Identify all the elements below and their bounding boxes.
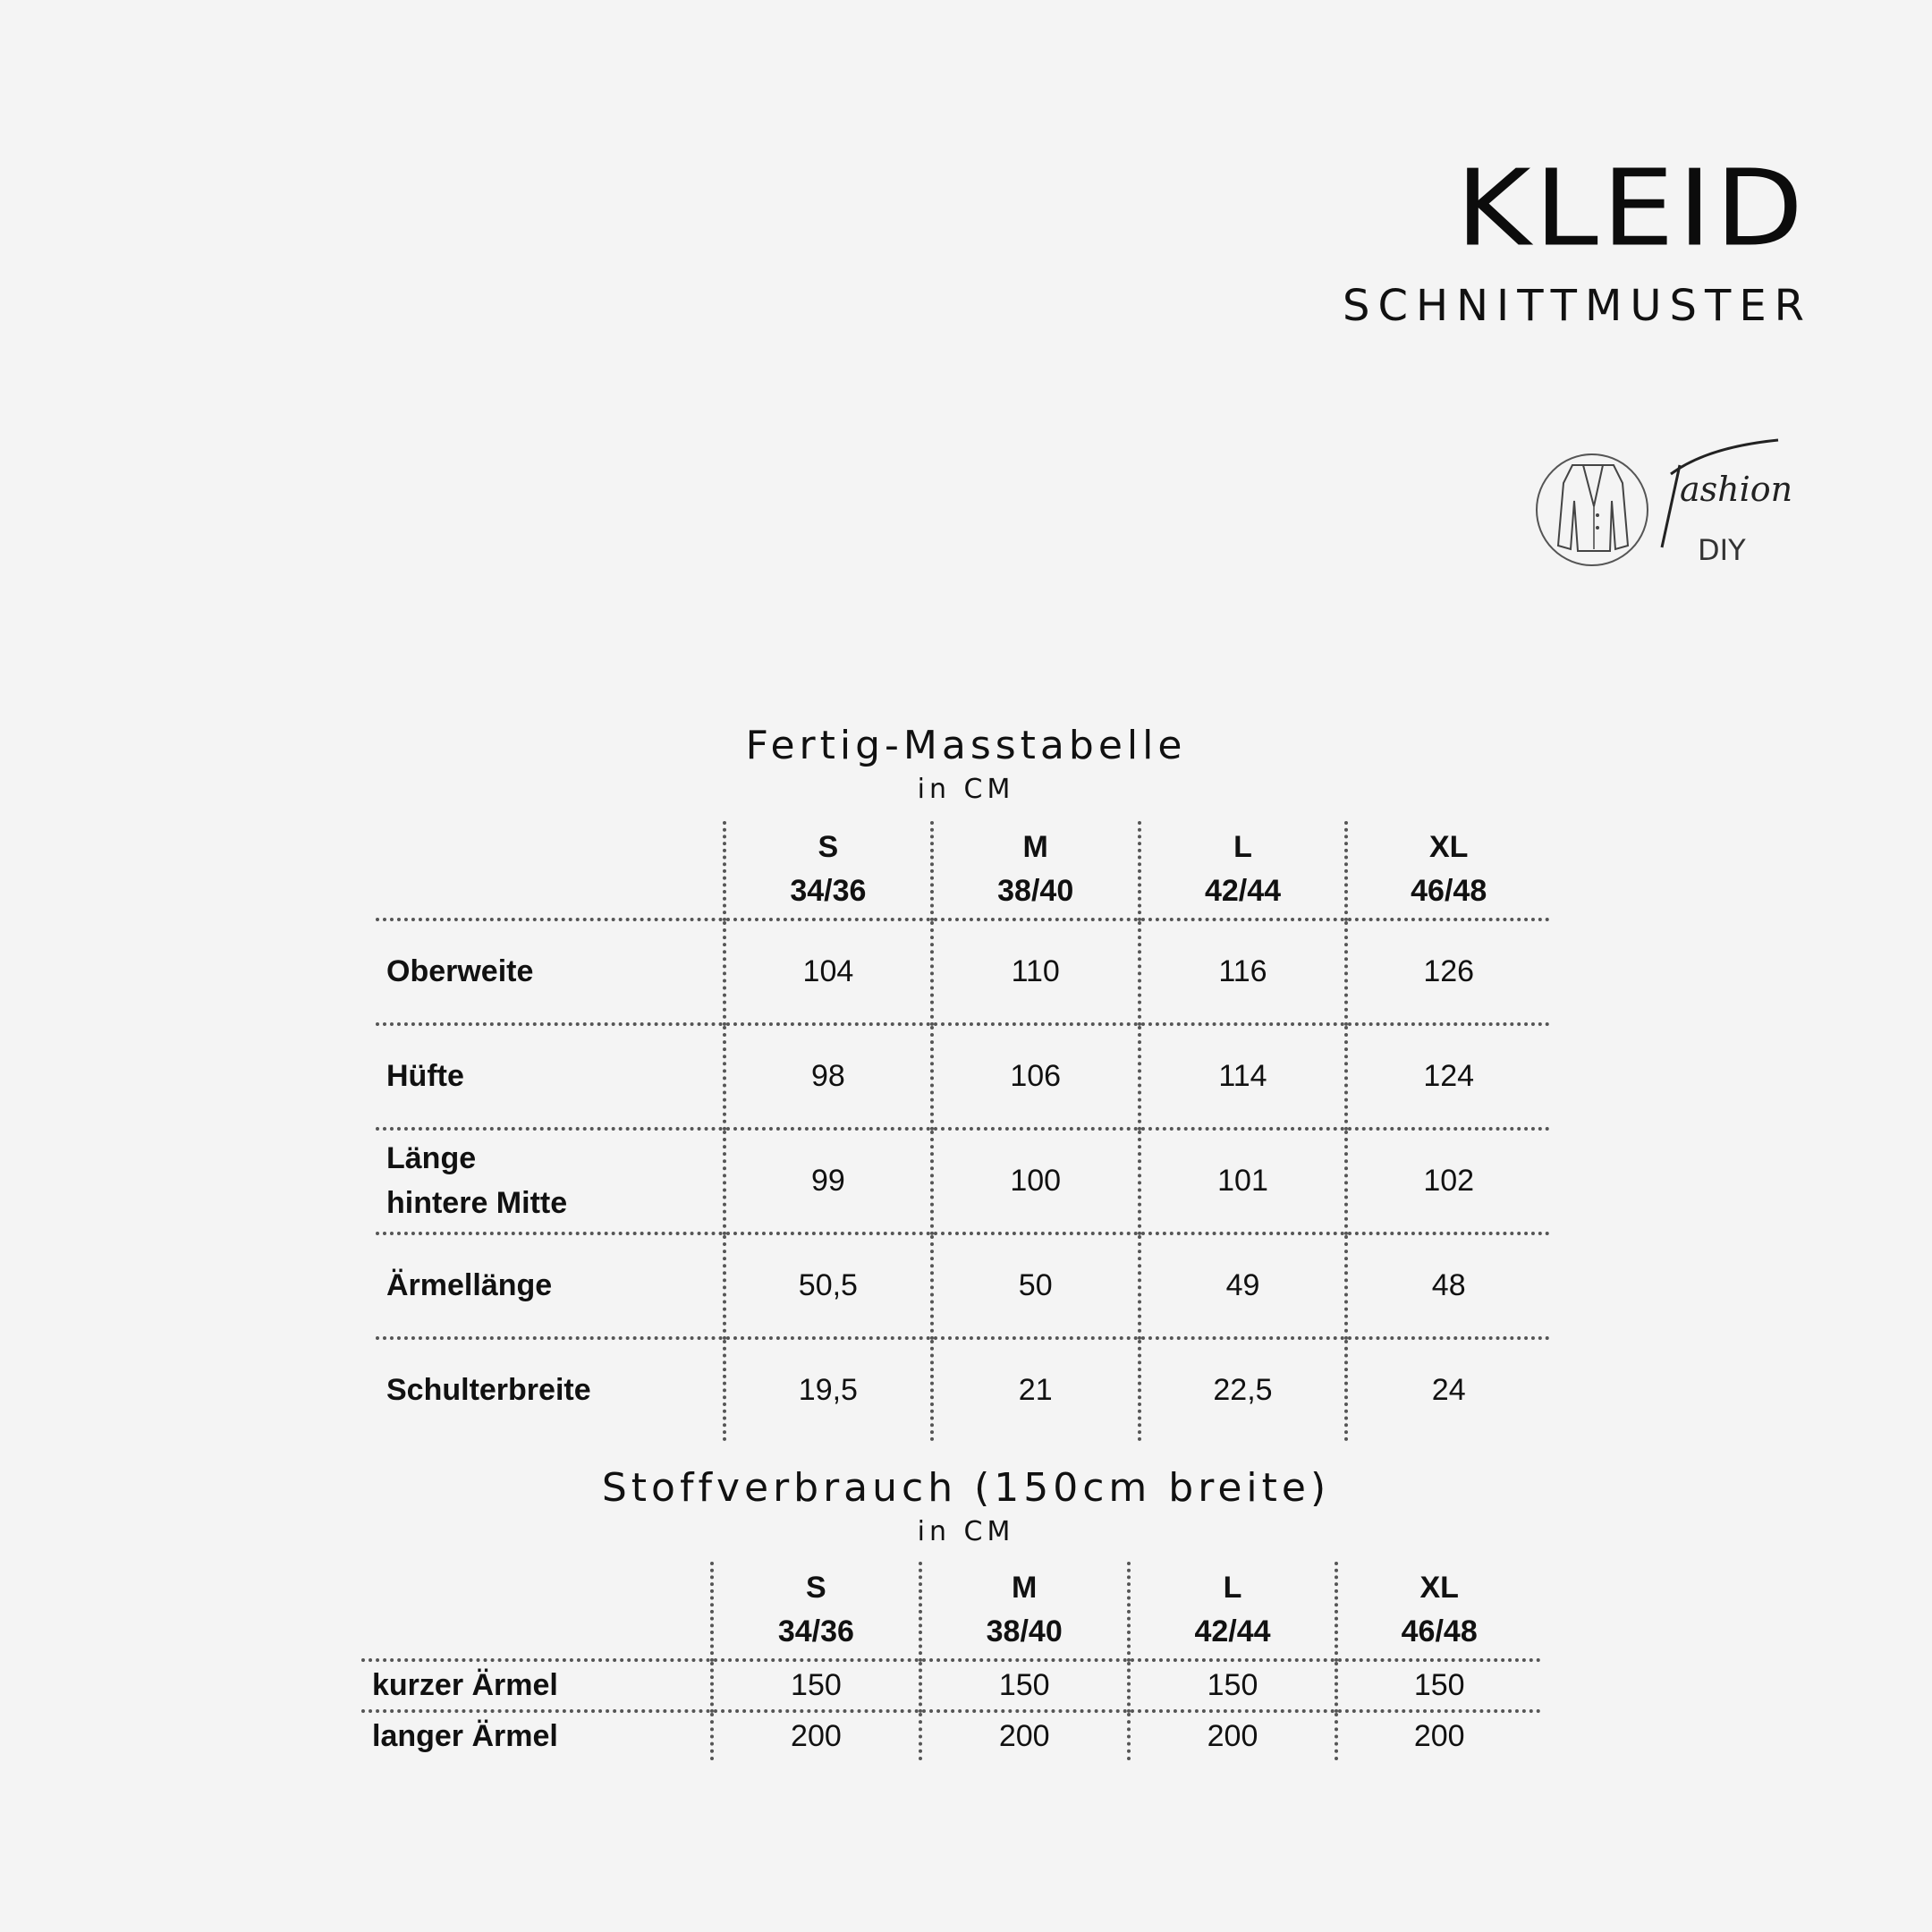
table-row (376, 1233, 1549, 1338)
table-header-row (376, 821, 1549, 919)
cell: 200 (1336, 1711, 1540, 1760)
svg-text:ashion: ashion (1680, 470, 1793, 509)
cell: 50,5 (724, 1233, 932, 1338)
col-header: S 34/36 (724, 821, 932, 919)
col-header: M 38/40 (932, 821, 1140, 919)
col-header: L 42/44 (1129, 1562, 1337, 1660)
cell: 22,5 (1140, 1338, 1347, 1441)
cell: 126 (1346, 919, 1549, 1024)
cell: 98 (724, 1024, 932, 1129)
fashion-diy-logo (1528, 429, 1814, 581)
cell: 104 (724, 919, 932, 1024)
col-header: L 42/44 (1140, 821, 1347, 919)
cell: 200 (920, 1711, 1129, 1760)
col-header: S 34/36 (712, 1562, 920, 1660)
cell: 24 (1346, 1338, 1549, 1441)
row-label: langer Ärmel (361, 1711, 712, 1760)
jacket-icon (1528, 429, 1814, 581)
row-label: Hüfte (376, 1024, 724, 1129)
header-empty (361, 1562, 712, 1660)
table-row (376, 1024, 1549, 1129)
cell: 99 (724, 1129, 932, 1233)
cell: 48 (1346, 1233, 1549, 1338)
cell: 21 (932, 1338, 1140, 1441)
page-title: KLEID (1455, 148, 1807, 271)
cell: 101 (1140, 1129, 1347, 1233)
cell: 150 (1336, 1660, 1540, 1711)
table-row (376, 1338, 1549, 1441)
row-label: Oberweite (376, 919, 724, 1024)
table1-title: Fertig-Masstabelle (745, 723, 1187, 768)
cell: 200 (712, 1711, 920, 1760)
col-header: XL 46/48 (1346, 821, 1549, 919)
table2-unit: in CM (917, 1516, 1015, 1547)
measurement-table (376, 821, 1549, 1441)
cell: 102 (1346, 1129, 1549, 1233)
cell: 150 (920, 1660, 1129, 1711)
cell: 200 (1129, 1711, 1337, 1760)
table-row (376, 1129, 1549, 1233)
table1-heading (0, 723, 1932, 805)
cell: 150 (712, 1660, 920, 1711)
fabric-usage-table (361, 1562, 1540, 1760)
row-label: Länge hintere Mitte (376, 1129, 724, 1233)
cell: 110 (932, 919, 1140, 1024)
cell: 106 (932, 1024, 1140, 1129)
cell: 114 (1140, 1024, 1347, 1129)
cell: 150 (1129, 1660, 1337, 1711)
table1-unit: in CM (917, 774, 1015, 805)
table-header-row (361, 1562, 1540, 1660)
cell: 19,5 (724, 1338, 932, 1441)
row-label: Ärmellänge (376, 1233, 724, 1338)
table2-heading (0, 1465, 1932, 1547)
row-label: Schulterbreite (376, 1338, 724, 1441)
cell: 49 (1140, 1233, 1347, 1338)
cell: 116 (1140, 919, 1347, 1024)
cell: 124 (1346, 1024, 1549, 1129)
table2-title: Stoffverbrauch (150cm breite) (601, 1465, 1331, 1511)
table-row (361, 1660, 1540, 1711)
col-header: XL 46/48 (1336, 1562, 1540, 1660)
cell: 50 (932, 1233, 1140, 1338)
page-subtitle: SCHNITTMUSTER (1343, 281, 1812, 331)
logo-diy-text: DIY (1698, 533, 1746, 567)
col-header: M 38/40 (920, 1562, 1129, 1660)
header-empty (376, 821, 724, 919)
table-row (361, 1711, 1540, 1760)
table-row (376, 919, 1549, 1024)
cell: 100 (932, 1129, 1140, 1233)
row-label: kurzer Ärmel (361, 1660, 712, 1711)
